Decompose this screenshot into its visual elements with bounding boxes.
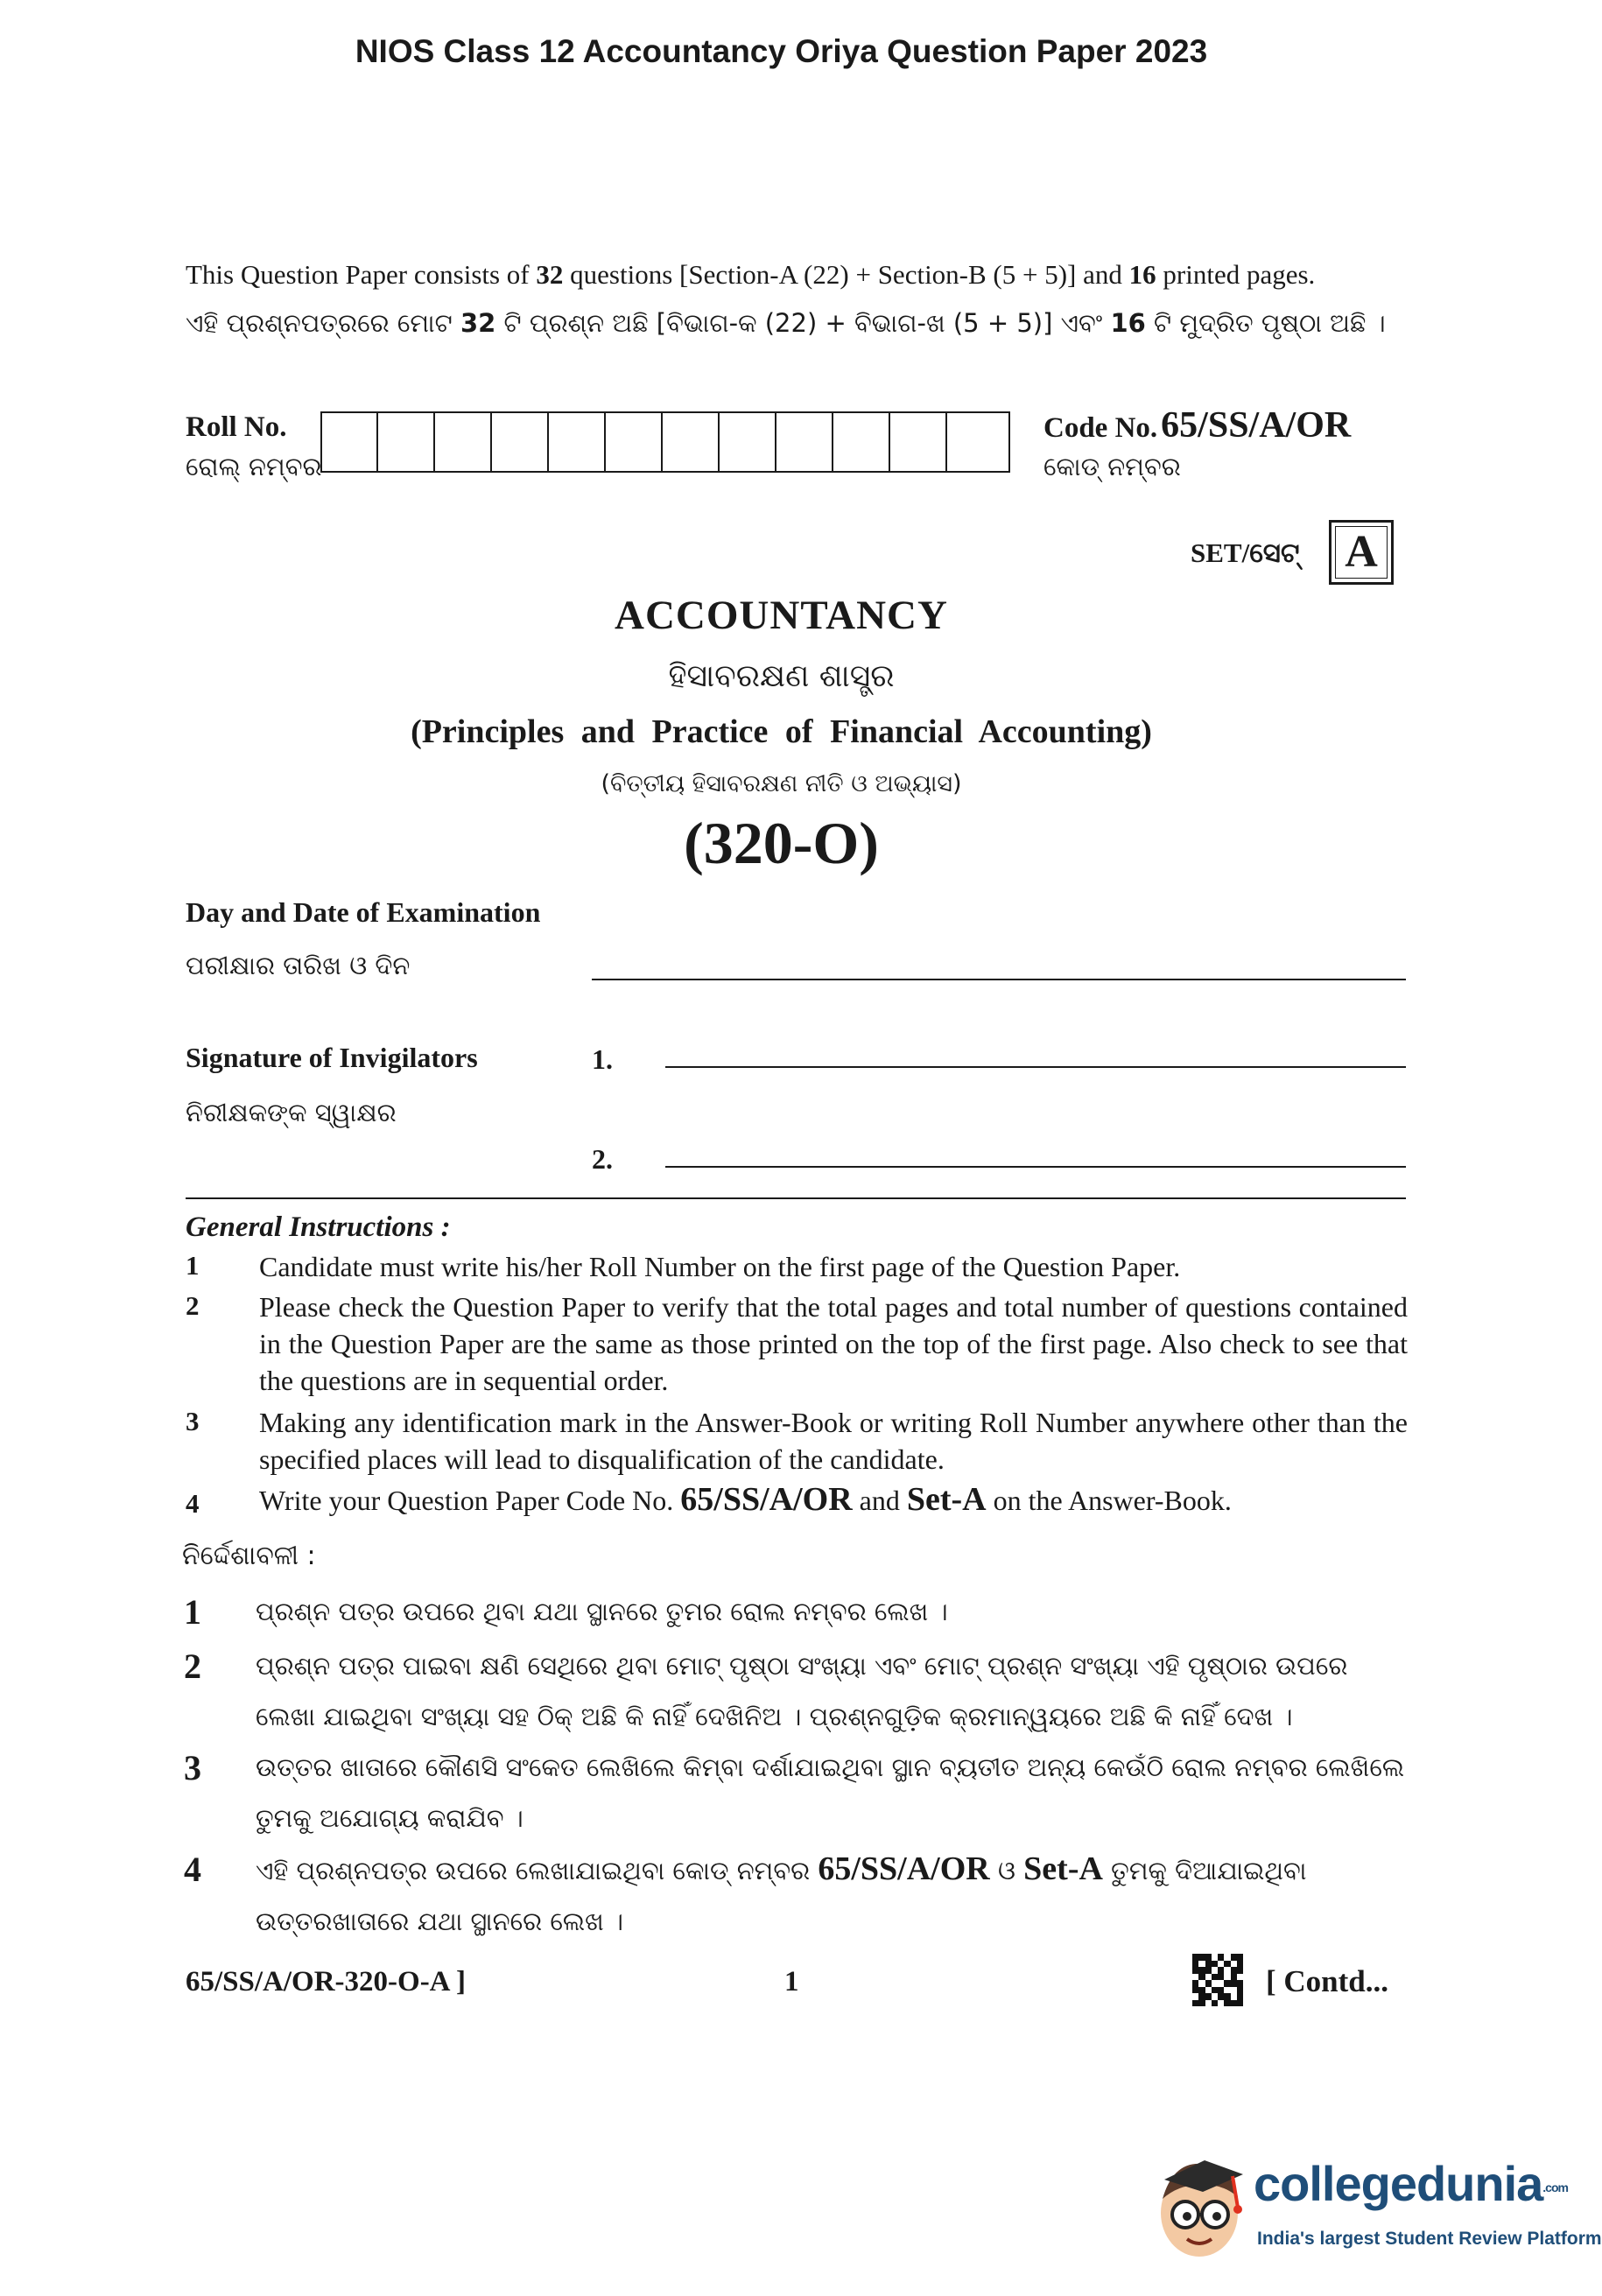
intro-oriya: ଏହି ପ୍ରଶ୍ନପତ୍ରରେ ମୋଟ 32 ଟି ପ୍ରଶ୍ନ ଅଛି [ବିଭାଗ-କ (22) + ବିଭାଗ-ଖ (5 + 5)] ଏବଂ 16 ଟି ମୁଦ୍ରିତ ପୃଷ୍ଠା ଅଛି । xyxy=(186,308,1386,338)
subject-code: (320-O) xyxy=(684,810,879,876)
oriya-instruction-text: ପ୍ରଶ୍ନ ପତ୍ର ପାଇବା କ୍ଷଣି ସେଥିରେ ଥିବା ମୋଟ୍ ପୃଷ୍ଠା ସଂଖ୍ୟା ଏବଂ ମୋଟ୍ ପ୍ରଶ୍ନ ସଂଖ୍ୟା ଏହି ପୃଷ୍ଠାର ଉପରେ ଲେଖା ଯାଇଥିବା ସଂଖ୍ୟା ସହ ଠିକ୍ ଅଛି କି ନାହିଁ ଦେଖିନିଅ । ପ୍ରଶ୍ନଗୁଡ଼ିକ କ୍ରମାନ୍ୱୟରେ ଅଛି କି ନାହିଁ ଦେଖ । xyxy=(256,1651,1348,1731)
invigilator-label: Signature of Invigilators xyxy=(186,1042,478,1073)
code-label-oriya: କୋଡ୍ ନମ୍ବର xyxy=(1043,452,1181,481)
brand-name: collegedunia.com xyxy=(1254,2156,1568,2211)
roll-box[interactable] xyxy=(777,413,833,473)
brand-tagline: India's largest Student Review Platform xyxy=(1257,2229,1602,2249)
roll-box[interactable] xyxy=(664,413,720,473)
page-title: NIOS Class 12 Accountancy Oriya Question Paper 2023 xyxy=(355,33,1208,69)
oriya-instructions-heading: ନିର୍ଦ୍ଦେଶାବଳୀ : xyxy=(182,1541,316,1571)
mascot-logo-icon xyxy=(1147,2145,1252,2267)
oriya-instruction-number: 3 xyxy=(184,1748,201,1787)
roll-number-boxes[interactable] xyxy=(320,411,1010,473)
roll-label-oriya: ରୋଲ୍ ନମ୍ବର xyxy=(186,452,322,481)
instructions-heading: General Instructions : xyxy=(186,1211,451,1243)
roll-label: Roll No. xyxy=(186,411,287,443)
set-box xyxy=(1329,520,1394,585)
exam-date-line[interactable] xyxy=(592,979,1406,980)
instruction-text: Candidate must write his/her Roll Number on the first page of the Question Paper. xyxy=(259,1251,1181,1282)
oriya-instruction-text: ଉତ୍ତର ଖାତାରେ କୌଣସି ସଂକେତ ଲେଖିଲେ କିମ୍ବା ଦର୍ଶାଯାଇଥିବା ସ୍ଥାନ ବ୍ୟତୀତ ଅନ୍ୟ କେଉଁଠି ରୋଲ ନମ୍ବର ଲେଖିଲେ ତୁମକୁ ଅଯୋଗ୍ୟ କରାଯିବ । xyxy=(256,1752,1405,1833)
invigilator-number-2: 2. xyxy=(592,1143,613,1175)
exam-date-label-oriya: ପରୀକ୍ଷାର ତାରିଖ ଓ ଦିନ xyxy=(186,951,411,980)
oriya-instruction-text: ପ୍ରଶ୍ନ ପତ୍ର ଉପରେ ଥିବା ଯଥା ସ୍ଥାନରେ ତୁମର ରୋଲ ନମ୍ବର ଲେଖ । xyxy=(256,1597,948,1626)
set-label: SET/ସେଟ୍ xyxy=(1191,537,1300,568)
roll-box[interactable] xyxy=(607,413,663,473)
set-value: A xyxy=(1335,526,1388,579)
invigilator-number-1: 1. xyxy=(592,1043,613,1075)
roll-box[interactable] xyxy=(891,413,947,473)
roll-box[interactable] xyxy=(379,413,435,473)
roll-box[interactable] xyxy=(720,413,776,473)
invigilator-label-oriya: ନିରୀକ୍ଷକଙ୍କ ସ୍ୱାକ୍ଷର xyxy=(186,1098,397,1127)
instruction-number: 2 xyxy=(186,1290,200,1321)
instruction-text: Making any identification mark in the Answer-Book or writing Roll Number anywhere other than the specified places will lead to disqualification of the candidate. xyxy=(259,1407,1408,1475)
exam-date-label: Day and Date of Examination xyxy=(186,896,541,928)
code-number: Code No. 65/SS/A/OR xyxy=(1043,405,1352,446)
continued-label: [ Contd... xyxy=(1266,1964,1389,1998)
subject-title-oriya: ହିସାବରକ୍ଷଣ ଶାସ୍ତ୍ର xyxy=(668,658,895,694)
section-divider xyxy=(186,1197,1406,1199)
instruction-number: 3 xyxy=(186,1406,200,1436)
oriya-instruction-text: ଏହି ପ୍ରଶ୍ନପତ୍ର ଉପରେ ଲେଖାଯାଇଥିବା କୋଡ୍ ନମ୍ବର 65/SS/A/OR ଓ Set-A ତୁମକୁ ଦିଆଯାଇଥିବା ଉତ୍ତରଖାତାରେ ଯଥା ସ୍ଥାନରେ ଲେଖ । xyxy=(256,1850,1307,1936)
instruction-text: Please check the Question Paper to verify that the total pages and total number of questions contained in the Question Paper are the same as those printed on the top of the first page. Also check to see that the questions are in sequential order. xyxy=(259,1291,1408,1396)
instruction-text: Write your Question Paper Code No. 65/SS/A/OR and Set-A on the Answer-Book. xyxy=(259,1481,1232,1518)
invigilator-signature-line-1[interactable] xyxy=(665,1066,1406,1068)
intro-english: This Question Paper consists of 32 questions [Section-A (22) + Section-B (5 + 5)] and 16 printed pages. xyxy=(186,259,1316,290)
roll-box[interactable] xyxy=(493,413,549,473)
roll-box[interactable] xyxy=(322,413,378,473)
invigilator-signature-line-2[interactable] xyxy=(665,1166,1406,1168)
roll-box[interactable] xyxy=(436,413,492,473)
page-number: 1 xyxy=(784,1966,799,1998)
subject-subtitle-oriya: (ବିତ୍ତୀୟ ହିସାବରକ୍ଷଣ ନୀତି ଓ ଅଭ୍ୟାସ) xyxy=(601,770,962,797)
qr-code-icon xyxy=(1192,1954,1243,2006)
subject-title: ACCOUNTANCY xyxy=(615,593,948,638)
roll-box[interactable] xyxy=(550,413,606,473)
oriya-instruction-number: 2 xyxy=(184,1647,201,1686)
footer-code: 65/SS/A/OR-320-O-A ] xyxy=(186,1966,466,1998)
subject-subtitle: (Principles and Practice of Financial Accounting) xyxy=(411,713,1152,750)
oriya-instruction-number: 4 xyxy=(184,1850,201,1889)
roll-box[interactable] xyxy=(834,413,890,473)
oriya-instruction-number: 1 xyxy=(184,1592,201,1632)
instruction-number: 1 xyxy=(186,1250,200,1281)
instruction-number: 4 xyxy=(186,1488,200,1519)
